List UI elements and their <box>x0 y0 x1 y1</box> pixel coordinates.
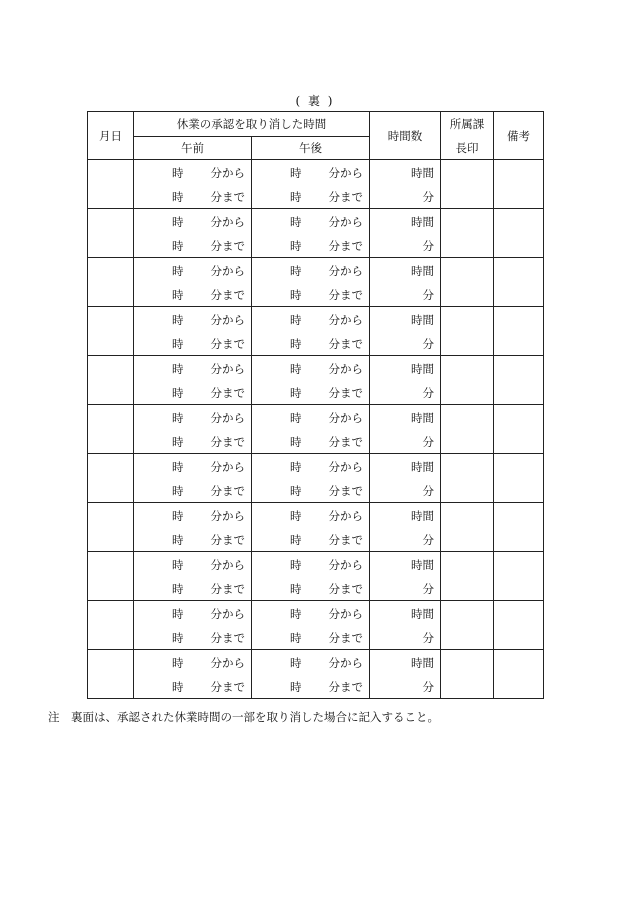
minute-from-label: 分から <box>210 313 245 327</box>
hour-label: 時 <box>172 607 184 621</box>
minutes-unit-label: 分 <box>422 631 434 645</box>
minute-until-label: 分まで <box>328 435 363 449</box>
hour-label: 時 <box>172 558 184 572</box>
pm-start-cell[interactable] <box>252 503 370 528</box>
hour-label: 時 <box>172 631 184 645</box>
minute-from-label: 分から <box>328 215 363 229</box>
hour-label: 時 <box>290 337 302 351</box>
minutes-count-cell[interactable] <box>370 282 441 307</box>
am-end-cell[interactable] <box>134 429 252 454</box>
date-cell[interactable] <box>88 552 134 601</box>
approver-seal-cell[interactable] <box>441 552 494 601</box>
minutes-unit-label: 分 <box>422 533 434 547</box>
hour-label: 時 <box>290 239 302 253</box>
hour-label: 時 <box>290 313 302 327</box>
hours-unit-label: 時間 <box>411 411 434 425</box>
minutes-unit-label: 分 <box>422 484 434 498</box>
minute-until-label: 分まで <box>210 484 245 498</box>
minute-from-label: 分から <box>328 558 363 572</box>
am-end-cell[interactable] <box>134 282 252 307</box>
hours-unit-label: 時間 <box>411 656 434 670</box>
minute-from-label: 分から <box>328 411 363 425</box>
minutes-count-cell[interactable] <box>370 380 441 405</box>
am-end-cell[interactable] <box>134 184 252 209</box>
remarks-cell[interactable] <box>494 552 544 601</box>
date-cell[interactable] <box>88 160 134 209</box>
minutes-unit-label: 分 <box>422 582 434 596</box>
remarks-cell[interactable] <box>494 503 544 552</box>
am-end-cell[interactable] <box>134 331 252 356</box>
header-pm: 午後 <box>252 137 370 160</box>
hours-unit-label: 時間 <box>411 558 434 572</box>
pm-end-cell[interactable] <box>252 282 370 307</box>
pm-start-cell[interactable] <box>252 356 370 381</box>
minute-from-label: 分から <box>328 313 363 327</box>
approver-seal-cell[interactable] <box>441 650 494 699</box>
remarks-cell[interactable] <box>494 601 544 650</box>
am-end-cell[interactable] <box>134 625 252 650</box>
header-am: 午前 <box>134 137 252 160</box>
pm-start-cell[interactable] <box>252 258 370 283</box>
remarks-cell[interactable] <box>494 307 544 356</box>
hours-count-cell[interactable] <box>370 650 441 675</box>
hours-count-cell[interactable] <box>370 454 441 479</box>
hour-label: 時 <box>172 362 184 376</box>
minutes-unit-label: 分 <box>422 386 434 400</box>
minutes-count-cell[interactable] <box>370 527 441 552</box>
hours-count-cell[interactable] <box>370 552 441 577</box>
am-start-cell[interactable] <box>134 601 252 626</box>
minute-from-label: 分から <box>210 558 245 572</box>
minute-from-label: 分から <box>328 264 363 278</box>
cancellation-form-table <box>87 111 544 699</box>
approver-seal-cell[interactable] <box>441 258 494 307</box>
minute-from-label: 分から <box>328 607 363 621</box>
pm-start-cell[interactable] <box>252 650 370 675</box>
header-hours-count: 時間数 <box>370 112 441 160</box>
date-cell[interactable] <box>88 307 134 356</box>
approver-seal-cell[interactable] <box>441 601 494 650</box>
minute-from-label: 分から <box>210 264 245 278</box>
footnote: 注 裏面は、承認された休業時間の一部を取り消した場合に記入すること。 <box>48 710 439 724</box>
date-cell[interactable] <box>88 209 134 258</box>
am-end-cell[interactable] <box>134 233 252 258</box>
hour-label: 時 <box>290 484 302 498</box>
minute-from-label: 分から <box>210 460 245 474</box>
date-cell[interactable] <box>88 356 134 405</box>
hour-label: 時 <box>172 460 184 474</box>
hour-label: 時 <box>290 411 302 425</box>
hour-label: 時 <box>172 680 184 694</box>
hours-unit-label: 時間 <box>411 607 434 621</box>
header-approver-bottom: 長印 <box>441 137 494 160</box>
minutes-count-cell[interactable] <box>370 331 441 356</box>
am-start-cell[interactable] <box>134 405 252 430</box>
minute-until-label: 分まで <box>328 386 363 400</box>
approver-seal-cell[interactable] <box>441 454 494 503</box>
pm-end-cell[interactable] <box>252 233 370 258</box>
minutes-count-cell[interactable] <box>370 674 441 699</box>
hours-count-cell[interactable] <box>370 601 441 626</box>
am-start-cell[interactable] <box>134 552 252 577</box>
table-row <box>88 454 544 479</box>
minute-until-label: 分まで <box>210 337 245 351</box>
minute-until-label: 分まで <box>328 484 363 498</box>
hour-label: 時 <box>172 215 184 229</box>
date-cell[interactable] <box>88 454 134 503</box>
hour-label: 時 <box>172 190 184 204</box>
hour-label: 時 <box>172 582 184 596</box>
am-start-cell[interactable] <box>134 356 252 381</box>
hour-label: 時 <box>172 386 184 400</box>
minutes-unit-label: 分 <box>422 239 434 253</box>
minutes-unit-label: 分 <box>422 190 434 204</box>
minutes-count-cell[interactable] <box>370 233 441 258</box>
hour-label: 時 <box>290 607 302 621</box>
minutes-count-cell[interactable] <box>370 184 441 209</box>
am-end-cell[interactable] <box>134 478 252 503</box>
table-row <box>88 258 544 283</box>
minute-from-label: 分から <box>210 166 245 180</box>
approver-seal-cell[interactable] <box>441 160 494 209</box>
table-row <box>88 307 544 332</box>
hours-unit-label: 時間 <box>411 313 434 327</box>
minute-until-label: 分まで <box>210 239 245 253</box>
am-start-cell[interactable] <box>134 307 252 332</box>
hour-label: 時 <box>290 362 302 376</box>
date-cell[interactable] <box>88 258 134 307</box>
hour-label: 時 <box>172 509 184 523</box>
minutes-count-cell[interactable] <box>370 478 441 503</box>
approver-seal-cell[interactable] <box>441 405 494 454</box>
pm-end-cell[interactable] <box>252 625 370 650</box>
minutes-count-cell[interactable] <box>370 576 441 601</box>
header-approver-top: 所属課 <box>441 112 494 137</box>
minute-until-label: 分まで <box>210 435 245 449</box>
am-start-cell[interactable] <box>134 258 252 283</box>
hour-label: 時 <box>172 484 184 498</box>
am-end-cell[interactable] <box>134 576 252 601</box>
hours-unit-label: 時間 <box>411 362 434 376</box>
minute-until-label: 分まで <box>210 288 245 302</box>
form-body <box>88 160 544 699</box>
remarks-cell[interactable] <box>494 454 544 503</box>
minute-from-label: 分から <box>210 607 245 621</box>
pm-end-cell[interactable] <box>252 576 370 601</box>
hour-label: 時 <box>172 411 184 425</box>
minute-until-label: 分まで <box>210 190 245 204</box>
hour-label: 時 <box>172 656 184 670</box>
table-row <box>88 503 544 528</box>
pm-end-cell[interactable] <box>252 429 370 454</box>
hours-count-cell[interactable] <box>370 160 441 185</box>
pm-start-cell[interactable] <box>252 307 370 332</box>
hours-unit-label: 時間 <box>411 460 434 474</box>
minute-until-label: 分まで <box>328 631 363 645</box>
pm-end-cell[interactable] <box>252 331 370 356</box>
hour-label: 時 <box>290 582 302 596</box>
hours-count-cell[interactable] <box>370 405 441 430</box>
minute-from-label: 分から <box>328 656 363 670</box>
hour-label: 時 <box>290 215 302 229</box>
hour-label: 時 <box>172 264 184 278</box>
hour-label: 時 <box>290 509 302 523</box>
approver-seal-cell[interactable] <box>441 307 494 356</box>
hour-label: 時 <box>172 313 184 327</box>
hours-count-cell[interactable] <box>370 307 441 332</box>
minute-until-label: 分まで <box>328 582 363 596</box>
hours-count-cell[interactable] <box>370 356 441 381</box>
am-start-cell[interactable] <box>134 650 252 675</box>
remarks-cell[interactable] <box>494 160 544 209</box>
minute-from-label: 分から <box>210 656 245 670</box>
am-start-cell[interactable] <box>134 160 252 185</box>
hour-label: 時 <box>290 656 302 670</box>
hour-label: 時 <box>290 558 302 572</box>
minute-until-label: 分まで <box>210 533 245 547</box>
hour-label: 時 <box>290 386 302 400</box>
hour-label: 時 <box>172 239 184 253</box>
hour-label: 時 <box>290 533 302 547</box>
hour-label: 時 <box>172 166 184 180</box>
hour-label: 時 <box>290 631 302 645</box>
header-cancelled-time: 休業の承認を取り消した時間 <box>134 112 370 137</box>
pm-end-cell[interactable] <box>252 527 370 552</box>
hour-label: 時 <box>290 190 302 204</box>
pm-start-cell[interactable] <box>252 209 370 234</box>
minute-until-label: 分まで <box>328 337 363 351</box>
approver-seal-cell[interactable] <box>441 356 494 405</box>
minute-until-label: 分まで <box>210 582 245 596</box>
am-start-cell[interactable] <box>134 209 252 234</box>
am-end-cell[interactable] <box>134 674 252 699</box>
minute-from-label: 分から <box>210 509 245 523</box>
table-row <box>88 601 544 626</box>
remarks-cell[interactable] <box>494 405 544 454</box>
date-cell[interactable] <box>88 601 134 650</box>
minutes-count-cell[interactable] <box>370 429 441 454</box>
table-row <box>88 405 544 430</box>
hour-label: 時 <box>290 680 302 694</box>
approver-seal-cell[interactable] <box>441 209 494 258</box>
minutes-unit-label: 分 <box>422 337 434 351</box>
header-date: 月日 <box>88 112 134 160</box>
minute-until-label: 分まで <box>328 533 363 547</box>
pm-end-cell[interactable] <box>252 184 370 209</box>
remarks-cell[interactable] <box>494 209 544 258</box>
pm-start-cell[interactable] <box>252 552 370 577</box>
minute-from-label: 分から <box>210 215 245 229</box>
page-title: ( 裏 ) <box>295 94 335 108</box>
minute-from-label: 分から <box>328 509 363 523</box>
am-start-cell[interactable] <box>134 454 252 479</box>
remarks-cell[interactable] <box>494 356 544 405</box>
hours-unit-label: 時間 <box>411 215 434 229</box>
table-row <box>88 209 544 234</box>
hour-label: 時 <box>172 288 184 302</box>
minute-until-label: 分まで <box>328 190 363 204</box>
pm-end-cell[interactable] <box>252 478 370 503</box>
minutes-unit-label: 分 <box>422 435 434 449</box>
hours-unit-label: 時間 <box>411 264 434 278</box>
pm-end-cell[interactable] <box>252 380 370 405</box>
minute-until-label: 分まで <box>328 239 363 253</box>
hours-unit-label: 時間 <box>411 509 434 523</box>
pm-start-cell[interactable] <box>252 405 370 430</box>
table-row <box>88 552 544 577</box>
am-end-cell[interactable] <box>134 380 252 405</box>
minutes-unit-label: 分 <box>422 288 434 302</box>
am-start-cell[interactable] <box>134 503 252 528</box>
pm-start-cell[interactable] <box>252 160 370 185</box>
minutes-unit-label: 分 <box>422 680 434 694</box>
table-row <box>88 356 544 381</box>
pm-end-cell[interactable] <box>252 674 370 699</box>
header-remarks: 備考 <box>494 112 544 160</box>
am-end-cell[interactable] <box>134 527 252 552</box>
table-row <box>88 160 544 185</box>
hour-label: 時 <box>172 435 184 449</box>
table-row <box>88 650 544 675</box>
date-cell[interactable] <box>88 650 134 699</box>
minutes-count-cell[interactable] <box>370 625 441 650</box>
minute-from-label: 分から <box>328 166 363 180</box>
minute-until-label: 分まで <box>210 631 245 645</box>
hours-count-cell[interactable] <box>370 258 441 283</box>
hour-label: 時 <box>290 435 302 449</box>
hours-count-cell[interactable] <box>370 503 441 528</box>
remarks-cell[interactable] <box>494 258 544 307</box>
minute-from-label: 分から <box>328 460 363 474</box>
approver-seal-cell[interactable] <box>441 503 494 552</box>
date-cell[interactable] <box>88 405 134 454</box>
minute-until-label: 分まで <box>328 680 363 694</box>
hour-label: 時 <box>290 166 302 180</box>
pm-start-cell[interactable] <box>252 601 370 626</box>
hour-label: 時 <box>172 337 184 351</box>
minute-from-label: 分から <box>210 362 245 376</box>
remarks-cell[interactable] <box>494 650 544 699</box>
minute-from-label: 分から <box>328 362 363 376</box>
minute-from-label: 分から <box>210 411 245 425</box>
minute-until-label: 分まで <box>328 288 363 302</box>
hours-count-cell[interactable] <box>370 209 441 234</box>
hour-label: 時 <box>172 533 184 547</box>
minute-until-label: 分まで <box>210 680 245 694</box>
hour-label: 時 <box>290 460 302 474</box>
hour-label: 時 <box>290 264 302 278</box>
date-cell[interactable] <box>88 503 134 552</box>
hour-label: 時 <box>290 288 302 302</box>
minute-until-label: 分まで <box>210 386 245 400</box>
pm-start-cell[interactable] <box>252 454 370 479</box>
hours-unit-label: 時間 <box>411 166 434 180</box>
